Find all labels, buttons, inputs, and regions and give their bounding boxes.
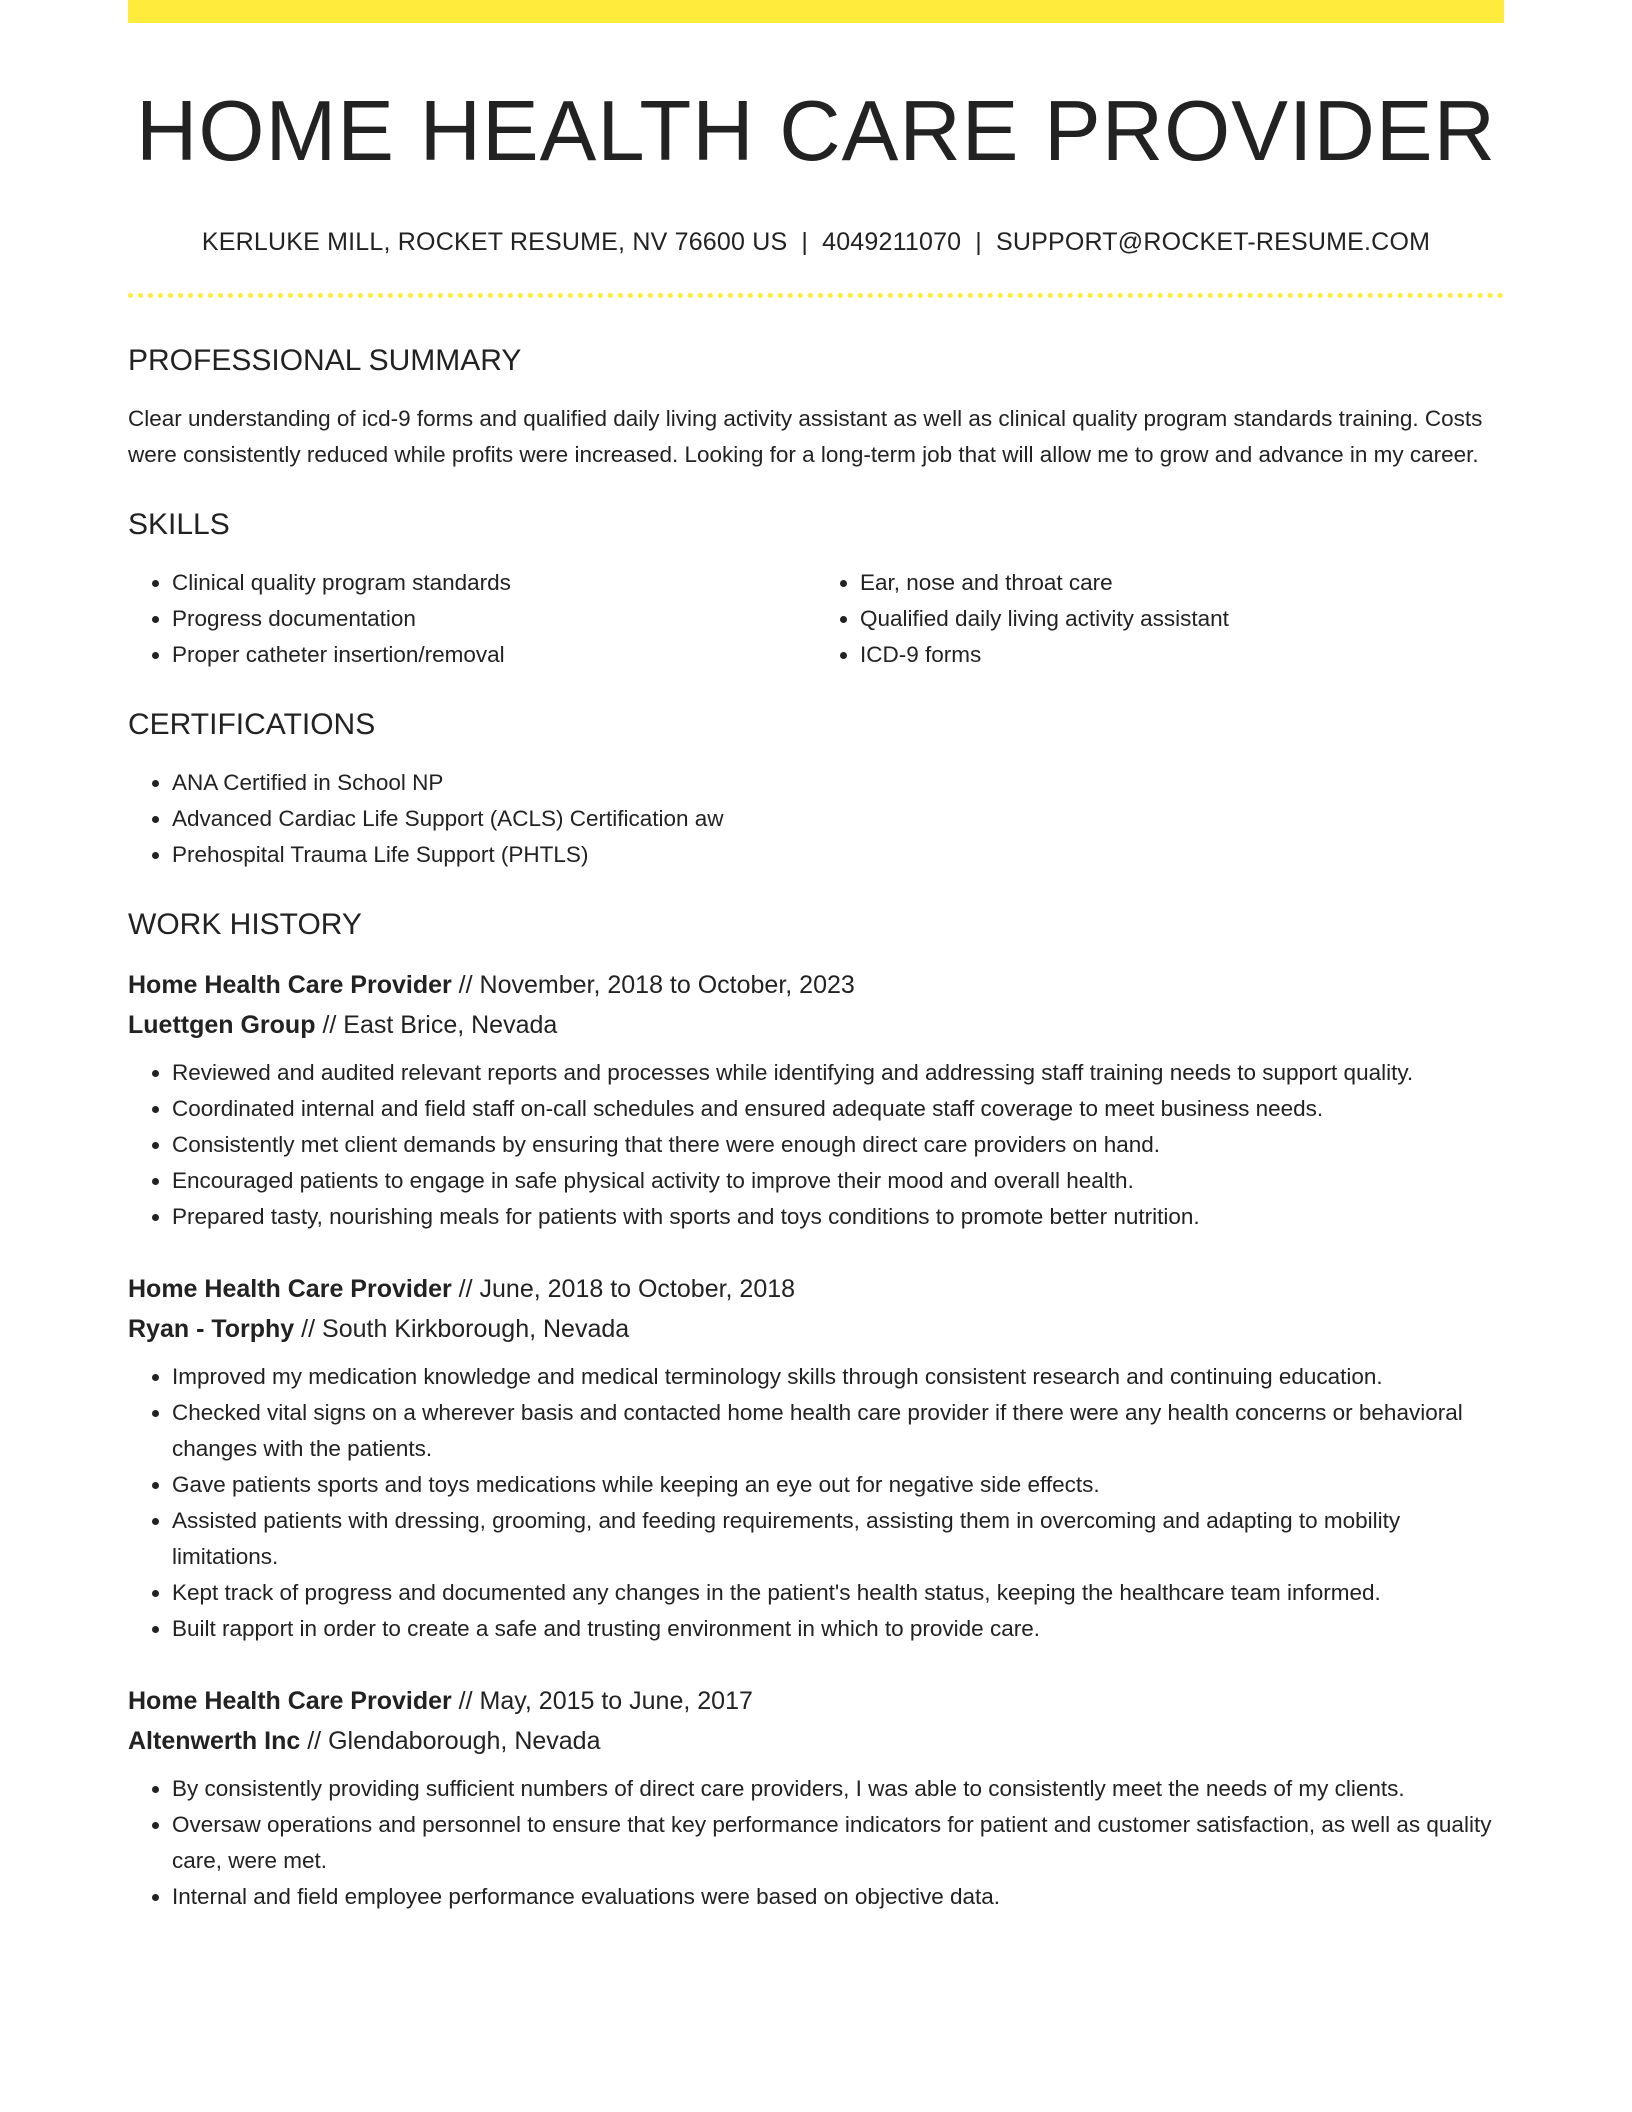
job-company: Altenwerth Inc bbox=[128, 1727, 301, 1755]
resume-title: HOME HEALTH CARE PROVIDER bbox=[135, 84, 1496, 179]
job-bullet: • Improved my medication knowledge and medical terminology skills through consistent research and continuing education. bbox=[172, 1359, 1504, 1395]
job-bullets bbox=[128, 1359, 1504, 1647]
job-bullet: • Kept track of progress and documented any changes in the patient's health status, keeping the healthcare team informed. bbox=[172, 1575, 1504, 1611]
summary-text: Clear understanding of icd-9 forms and qualified daily living activity assistant as well as clinical quality program standards training. Costs were consistently reduced while profits were increased. Looking for a long-term job that will allow me to grow and advance in my career. bbox=[128, 406, 1483, 467]
skill-item: • ICD-9 forms bbox=[860, 637, 1504, 673]
job-location: South Kirkborough, Nevada bbox=[322, 1315, 630, 1343]
certification-item: • Prehospital Trauma Life Support (PHTLS) bbox=[172, 837, 1504, 873]
job-location: East Brice, Nevada bbox=[343, 1011, 558, 1039]
job-title: Home Health Care Provider bbox=[128, 971, 452, 999]
skills-list-right bbox=[816, 565, 1504, 673]
accent-bar bbox=[128, 0, 1504, 23]
contact-separator: | bbox=[975, 228, 982, 256]
contact-separator: | bbox=[801, 228, 809, 256]
work-history-heading: WORK HISTORY bbox=[128, 908, 362, 941]
skills-heading: SKILLS bbox=[128, 508, 230, 541]
job-dates: June, 2018 to October, 2018 bbox=[479, 1275, 796, 1303]
certifications-list bbox=[128, 765, 1504, 873]
certifications-heading: CERTIFICATIONS bbox=[128, 708, 376, 741]
job-company-line bbox=[128, 1005, 1504, 1045]
job-title-line bbox=[128, 1269, 1504, 1309]
job-company-line bbox=[128, 1309, 1504, 1349]
skill-item: • Qualified daily living activity assistant bbox=[860, 601, 1504, 637]
job-title: Home Health Care Provider bbox=[128, 1275, 452, 1303]
job-bullet: • Coordinated internal and field staff on-call schedules and ensured adequate staff coverage to meet business needs. bbox=[172, 1091, 1504, 1127]
job-company: Ryan - Torphy bbox=[128, 1315, 295, 1343]
contact-line bbox=[128, 227, 1504, 257]
job-title: Home Health Care Provider bbox=[128, 1687, 452, 1715]
contact-address: KERLUKE MILL, ROCKET RESUME, NV 76600 US bbox=[201, 228, 788, 256]
job-bullet: • Assisted patients with dressing, grooming, and feeding requirements, assisting them in overcoming and adapting to mobility limitations. bbox=[172, 1503, 1504, 1575]
job-bullet: • Prepared tasty, nourishing meals for patients with sports and toys conditions to promote better nutrition. bbox=[172, 1199, 1504, 1235]
skill-item: • Proper catheter insertion/removal bbox=[172, 637, 816, 673]
contact-email: SUPPORT@ROCKET-RESUME.COM bbox=[995, 228, 1431, 256]
job-bullet: • Consistently met client demands by ensuring that there were enough direct care providers on hand. bbox=[172, 1127, 1504, 1163]
job-bullet: • Oversaw operations and personnel to ensure that key performance indicators for patient and customer satisfaction, as well as quality care, were met. bbox=[172, 1807, 1504, 1879]
contact-phone: 4049211070 bbox=[822, 228, 962, 256]
skills-grid bbox=[128, 565, 1504, 673]
job-entry bbox=[128, 1269, 1504, 1647]
skills-list-left bbox=[128, 565, 816, 673]
job-separator: // bbox=[307, 1727, 322, 1755]
job-company-line bbox=[128, 1721, 1504, 1761]
job-bullet: • Internal and field employee performance evaluations were based on objective data. bbox=[172, 1879, 1504, 1915]
header-divider bbox=[128, 293, 1504, 298]
job-title-line bbox=[128, 1681, 1504, 1721]
certification-item: • ANA Certified in School NP bbox=[172, 765, 1504, 801]
certification-item: • Advanced Cardiac Life Support (ACLS) Certification aw bbox=[172, 801, 1504, 837]
job-title-line bbox=[128, 965, 1504, 1005]
job-bullet: • Encouraged patients to engage in safe physical activity to improve their mood and overall health. bbox=[172, 1163, 1504, 1199]
job-company: Luettgen Group bbox=[128, 1011, 316, 1039]
skill-item: • Clinical quality program standards bbox=[172, 565, 816, 601]
job-bullet: • Reviewed and audited relevant reports and processes while identifying and addressing staff training needs to support quality. bbox=[172, 1055, 1504, 1091]
job-entry bbox=[128, 965, 1504, 1235]
job-bullet: • By consistently providing sufficient numbers of direct care providers, I was able to consistently meet the needs of my clients. bbox=[172, 1771, 1504, 1807]
job-bullet: • Gave patients sports and toys medications while keeping an eye out for negative side effects. bbox=[172, 1467, 1504, 1503]
job-bullet: • Checked vital signs on a wherever basis and contacted home health care provider if there were any health concerns or behavioral changes with the patients. bbox=[172, 1395, 1504, 1467]
job-bullet: • Built rapport in order to create a safe and trusting environment in which to provide care. bbox=[172, 1611, 1504, 1647]
job-dates: May, 2015 to June, 2017 bbox=[479, 1687, 753, 1715]
job-location: Glendaborough, Nevada bbox=[328, 1727, 601, 1755]
job-entry bbox=[128, 1681, 1504, 1915]
job-dates: November, 2018 to October, 2023 bbox=[479, 971, 855, 999]
job-separator: // bbox=[322, 1011, 337, 1039]
resume-page bbox=[128, 0, 1504, 1915]
job-separator: // bbox=[301, 1315, 316, 1343]
job-separator: // bbox=[458, 971, 473, 999]
job-bullets bbox=[128, 1055, 1504, 1235]
job-bullets bbox=[128, 1771, 1504, 1915]
job-separator: // bbox=[458, 1275, 473, 1303]
job-separator: // bbox=[458, 1687, 473, 1715]
skill-item: • Ear, nose and throat care bbox=[860, 565, 1504, 601]
skill-item: • Progress documentation bbox=[172, 601, 816, 637]
summary-heading: PROFESSIONAL SUMMARY bbox=[128, 344, 522, 377]
